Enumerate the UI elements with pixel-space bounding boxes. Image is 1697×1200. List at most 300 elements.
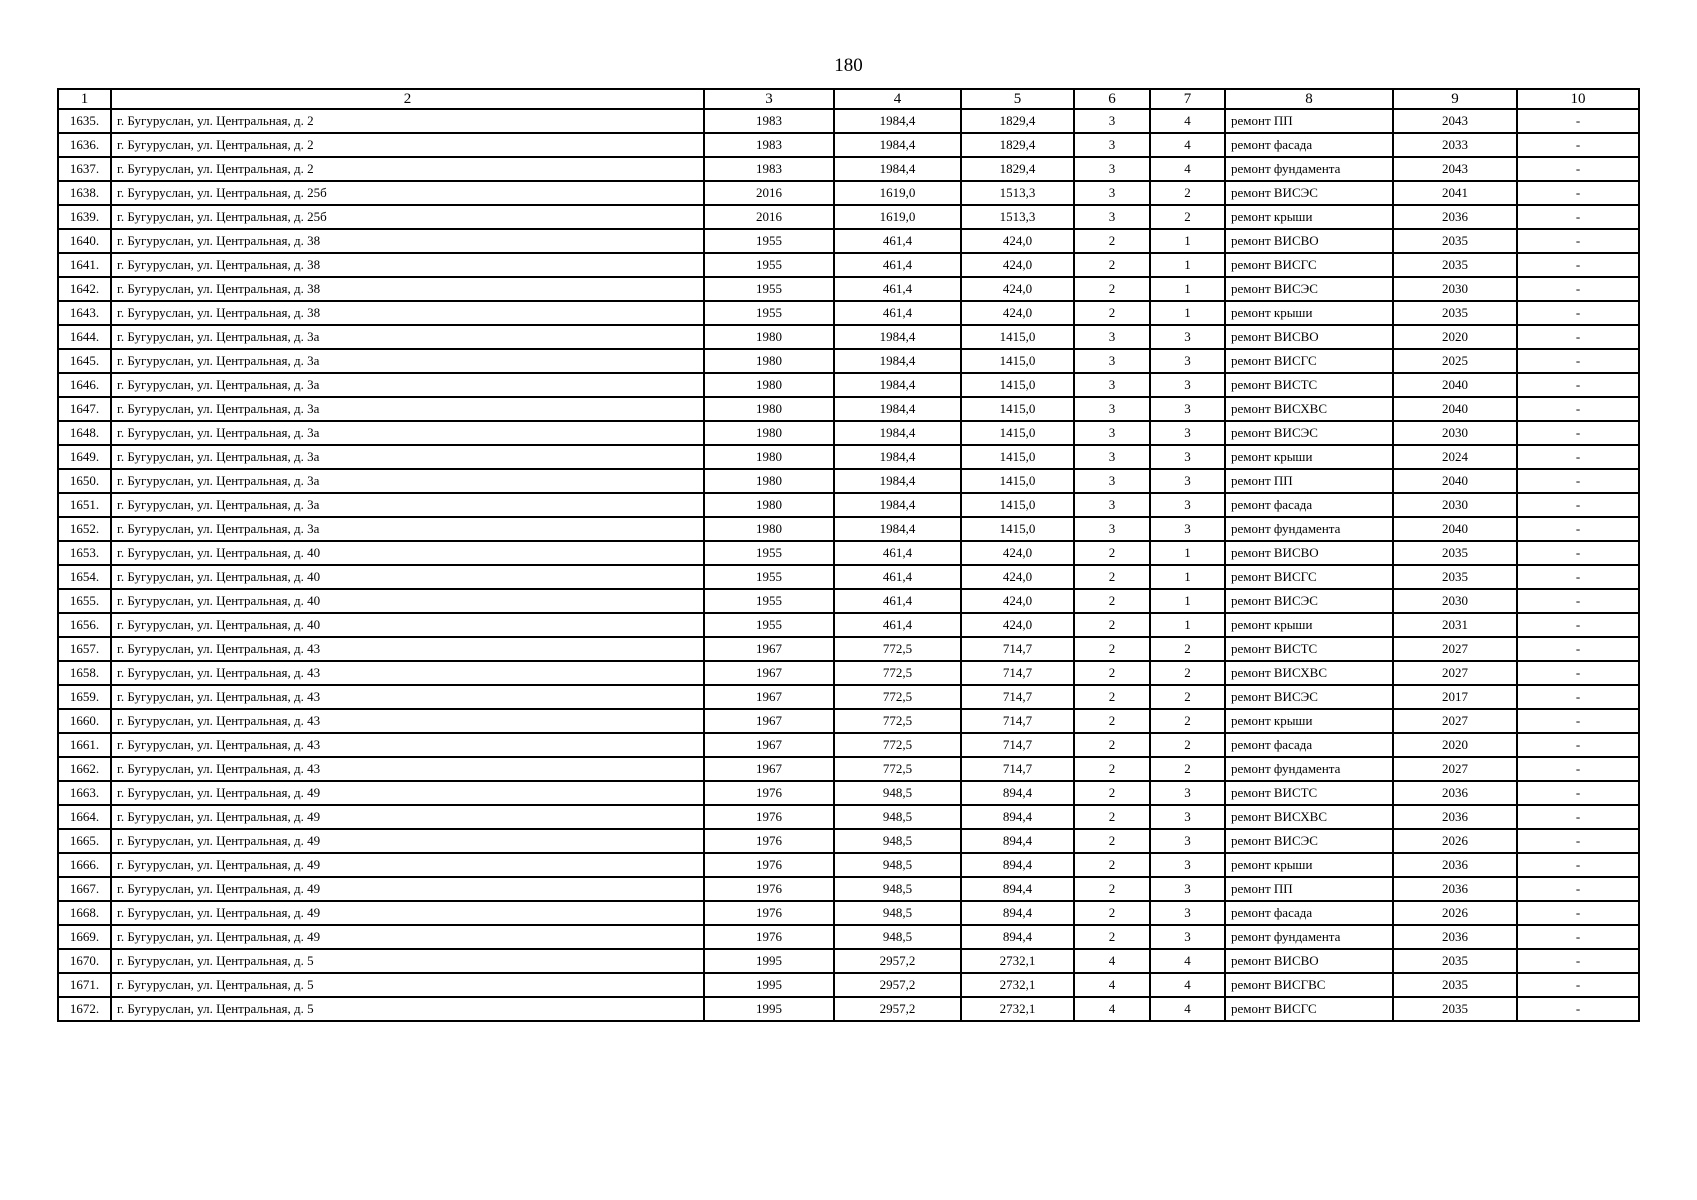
living-area-cell: 894,4 (961, 901, 1074, 925)
entrances-cell: 2 (1150, 733, 1225, 757)
year-cell: 1983 (704, 133, 834, 157)
table-row (58, 661, 1639, 685)
work-type-cell: ремонт крыши (1225, 613, 1393, 637)
table-row (58, 925, 1639, 949)
year-cell: 1976 (704, 901, 834, 925)
address-cell: г. Бугуруслан, ул. Центральная, д. 49 (111, 829, 704, 853)
total-area-cell: 1984,4 (834, 421, 961, 445)
work-type-cell: ремонт крыши (1225, 445, 1393, 469)
total-area-cell: 461,4 (834, 277, 961, 301)
row-number-cell: 1643. (58, 301, 111, 325)
year-cell: 1980 (704, 325, 834, 349)
entrances-cell: 4 (1150, 997, 1225, 1021)
table-row (58, 229, 1639, 253)
work-type-cell: ремонт ВИСВО (1225, 325, 1393, 349)
entrances-cell: 3 (1150, 877, 1225, 901)
address-cell: г. Бугуруслан, ул. Центральная, д. 49 (111, 925, 704, 949)
row-number-cell: 1649. (58, 445, 111, 469)
total-area-cell: 948,5 (834, 781, 961, 805)
table-row (58, 805, 1639, 829)
note-cell: - (1517, 973, 1639, 997)
work-type-cell: ремонт ВИСХВС (1225, 805, 1393, 829)
floors-cell: 3 (1074, 493, 1150, 517)
column-header: 6 (1074, 89, 1150, 109)
row-number-cell: 1646. (58, 373, 111, 397)
floors-cell: 4 (1074, 997, 1150, 1021)
entrances-cell: 3 (1150, 349, 1225, 373)
note-cell: - (1517, 469, 1639, 493)
living-area-cell: 1415,0 (961, 349, 1074, 373)
row-number-cell: 1656. (58, 613, 111, 637)
year-cell: 1980 (704, 445, 834, 469)
year-cell: 1955 (704, 565, 834, 589)
planned-year-cell: 2031 (1393, 613, 1517, 637)
planned-year-cell: 2020 (1393, 733, 1517, 757)
address-cell: г. Бугуруслан, ул. Центральная, д. 43 (111, 757, 704, 781)
work-type-cell: ремонт ВИСГВС (1225, 973, 1393, 997)
total-area-cell: 772,5 (834, 733, 961, 757)
floors-cell: 2 (1074, 637, 1150, 661)
note-cell: - (1517, 997, 1639, 1021)
planned-year-cell: 2036 (1393, 853, 1517, 877)
floors-cell: 3 (1074, 517, 1150, 541)
total-area-cell: 772,5 (834, 709, 961, 733)
address-cell: г. Бугуруслан, ул. Центральная, д. 49 (111, 805, 704, 829)
address-cell: г. Бугуруслан, ул. Центральная, д. 25б (111, 205, 704, 229)
floors-cell: 3 (1074, 349, 1150, 373)
note-cell: - (1517, 229, 1639, 253)
year-cell: 1980 (704, 517, 834, 541)
column-header: 4 (834, 89, 961, 109)
address-cell: г. Бугуруслан, ул. Центральная, д. 43 (111, 685, 704, 709)
row-number-cell: 1657. (58, 637, 111, 661)
note-cell: - (1517, 661, 1639, 685)
note-cell: - (1517, 757, 1639, 781)
entrances-cell: 3 (1150, 925, 1225, 949)
column-header: 5 (961, 89, 1074, 109)
entrances-cell: 2 (1150, 709, 1225, 733)
table-row (58, 637, 1639, 661)
planned-year-cell: 2035 (1393, 301, 1517, 325)
total-area-cell: 2957,2 (834, 973, 961, 997)
address-cell: г. Бугуруслан, ул. Центральная, д. 43 (111, 637, 704, 661)
work-type-cell: ремонт фундамента (1225, 157, 1393, 181)
living-area-cell: 714,7 (961, 709, 1074, 733)
floors-cell: 2 (1074, 805, 1150, 829)
planned-year-cell: 2030 (1393, 277, 1517, 301)
year-cell: 1995 (704, 949, 834, 973)
total-area-cell: 1984,4 (834, 109, 961, 133)
work-type-cell: ремонт ВИСВО (1225, 949, 1393, 973)
total-area-cell: 772,5 (834, 685, 961, 709)
floors-cell: 2 (1074, 589, 1150, 613)
work-type-cell: ремонт ВИСЭС (1225, 589, 1393, 613)
note-cell: - (1517, 205, 1639, 229)
work-type-cell: ремонт ВИСГС (1225, 253, 1393, 277)
living-area-cell: 714,7 (961, 733, 1074, 757)
planned-year-cell: 2035 (1393, 973, 1517, 997)
total-area-cell: 772,5 (834, 757, 961, 781)
note-cell: - (1517, 397, 1639, 421)
address-cell: г. Бугуруслан, ул. Центральная, д. 2 (111, 133, 704, 157)
planned-year-cell: 2035 (1393, 565, 1517, 589)
living-area-cell: 424,0 (961, 229, 1074, 253)
living-area-cell: 1415,0 (961, 373, 1074, 397)
planned-year-cell: 2026 (1393, 901, 1517, 925)
table-row (58, 541, 1639, 565)
total-area-cell: 461,4 (834, 589, 961, 613)
entrances-cell: 1 (1150, 253, 1225, 277)
total-area-cell: 1984,4 (834, 373, 961, 397)
work-type-cell: ремонт крыши (1225, 205, 1393, 229)
year-cell: 1955 (704, 589, 834, 613)
living-area-cell: 2732,1 (961, 997, 1074, 1021)
entrances-cell: 1 (1150, 229, 1225, 253)
year-cell: 1955 (704, 277, 834, 301)
planned-year-cell: 2036 (1393, 925, 1517, 949)
planned-year-cell: 2036 (1393, 781, 1517, 805)
floors-cell: 3 (1074, 445, 1150, 469)
row-number-cell: 1652. (58, 517, 111, 541)
year-cell: 1976 (704, 805, 834, 829)
note-cell: - (1517, 133, 1639, 157)
entrances-cell: 4 (1150, 157, 1225, 181)
address-cell: г. Бугуруслан, ул. Центральная, д. 49 (111, 877, 704, 901)
table-header-row (58, 89, 1639, 109)
address-cell: г. Бугуруслан, ул. Центральная, д. 5 (111, 949, 704, 973)
address-cell: г. Бугуруслан, ул. Центральная, д. 43 (111, 733, 704, 757)
total-area-cell: 461,4 (834, 301, 961, 325)
total-area-cell: 948,5 (834, 877, 961, 901)
row-number-cell: 1653. (58, 541, 111, 565)
total-area-cell: 948,5 (834, 805, 961, 829)
work-type-cell: ремонт ВИСХВС (1225, 661, 1393, 685)
row-number-cell: 1671. (58, 973, 111, 997)
row-number-cell: 1655. (58, 589, 111, 613)
address-cell: г. Бугуруслан, ул. Центральная, д. 3а (111, 397, 704, 421)
planned-year-cell: 2025 (1393, 349, 1517, 373)
address-cell: г. Бугуруслан, ул. Центральная, д. 38 (111, 229, 704, 253)
living-area-cell: 1829,4 (961, 109, 1074, 133)
column-header: 3 (704, 89, 834, 109)
table-body (58, 109, 1639, 1021)
entrances-cell: 1 (1150, 565, 1225, 589)
total-area-cell: 461,4 (834, 229, 961, 253)
entrances-cell: 2 (1150, 685, 1225, 709)
work-type-cell: ремонт фасада (1225, 133, 1393, 157)
address-cell: г. Бугуруслан, ул. Центральная, д. 49 (111, 901, 704, 925)
floors-cell: 3 (1074, 109, 1150, 133)
note-cell: - (1517, 733, 1639, 757)
total-area-cell: 772,5 (834, 661, 961, 685)
entrances-cell: 2 (1150, 661, 1225, 685)
planned-year-cell: 2040 (1393, 373, 1517, 397)
table-row (58, 709, 1639, 733)
living-area-cell: 894,4 (961, 781, 1074, 805)
year-cell: 1976 (704, 877, 834, 901)
living-area-cell: 1415,0 (961, 493, 1074, 517)
planned-year-cell: 2041 (1393, 181, 1517, 205)
planned-year-cell: 2024 (1393, 445, 1517, 469)
floors-cell: 4 (1074, 949, 1150, 973)
row-number-cell: 1659. (58, 685, 111, 709)
note-cell: - (1517, 517, 1639, 541)
table-row (58, 613, 1639, 637)
total-area-cell: 1984,4 (834, 133, 961, 157)
address-cell: г. Бугуруслан, ул. Центральная, д. 2 (111, 109, 704, 133)
year-cell: 1955 (704, 541, 834, 565)
planned-year-cell: 2035 (1393, 541, 1517, 565)
year-cell: 1967 (704, 685, 834, 709)
row-number-cell: 1662. (58, 757, 111, 781)
year-cell: 1976 (704, 853, 834, 877)
address-cell: г. Бугуруслан, ул. Центральная, д. 43 (111, 709, 704, 733)
note-cell: - (1517, 373, 1639, 397)
year-cell: 1955 (704, 613, 834, 637)
entrances-cell: 1 (1150, 589, 1225, 613)
note-cell: - (1517, 109, 1639, 133)
table-row (58, 181, 1639, 205)
floors-cell: 2 (1074, 685, 1150, 709)
living-area-cell: 714,7 (961, 637, 1074, 661)
address-cell: г. Бугуруслан, ул. Центральная, д. 49 (111, 781, 704, 805)
table-row (58, 949, 1639, 973)
row-number-cell: 1670. (58, 949, 111, 973)
entrances-cell: 2 (1150, 637, 1225, 661)
planned-year-cell: 2026 (1393, 829, 1517, 853)
floors-cell: 2 (1074, 301, 1150, 325)
planned-year-cell: 2040 (1393, 469, 1517, 493)
row-number-cell: 1666. (58, 853, 111, 877)
row-number-cell: 1664. (58, 805, 111, 829)
floors-cell: 3 (1074, 133, 1150, 157)
living-area-cell: 1415,0 (961, 325, 1074, 349)
planned-year-cell: 2030 (1393, 493, 1517, 517)
entrances-cell: 2 (1150, 757, 1225, 781)
note-cell: - (1517, 877, 1639, 901)
row-number-cell: 1660. (58, 709, 111, 733)
planned-year-cell: 2027 (1393, 637, 1517, 661)
planned-year-cell: 2040 (1393, 517, 1517, 541)
note-cell: - (1517, 781, 1639, 805)
table-row (58, 901, 1639, 925)
floors-cell: 3 (1074, 205, 1150, 229)
year-cell: 1980 (704, 421, 834, 445)
work-type-cell: ремонт ВИСТС (1225, 637, 1393, 661)
living-area-cell: 1415,0 (961, 517, 1074, 541)
column-header: 1 (58, 89, 111, 109)
planned-year-cell: 2043 (1393, 109, 1517, 133)
note-cell: - (1517, 853, 1639, 877)
row-number-cell: 1661. (58, 733, 111, 757)
entrances-cell: 3 (1150, 469, 1225, 493)
year-cell: 1980 (704, 469, 834, 493)
planned-year-cell: 2027 (1393, 661, 1517, 685)
floors-cell: 2 (1074, 757, 1150, 781)
floors-cell: 2 (1074, 565, 1150, 589)
entrances-cell: 3 (1150, 853, 1225, 877)
living-area-cell: 1513,3 (961, 181, 1074, 205)
entrances-cell: 4 (1150, 133, 1225, 157)
floors-cell: 2 (1074, 613, 1150, 637)
work-type-cell: ремонт фундамента (1225, 517, 1393, 541)
year-cell: 1980 (704, 373, 834, 397)
row-number-cell: 1651. (58, 493, 111, 517)
row-number-cell: 1641. (58, 253, 111, 277)
address-cell: г. Бугуруслан, ул. Центральная, д. 2 (111, 157, 704, 181)
row-number-cell: 1658. (58, 661, 111, 685)
note-cell: - (1517, 157, 1639, 181)
address-cell: г. Бугуруслан, ул. Центральная, д. 40 (111, 589, 704, 613)
address-cell: г. Бугуруслан, ул. Центральная, д. 40 (111, 541, 704, 565)
table-row (58, 493, 1639, 517)
year-cell: 1976 (704, 829, 834, 853)
living-area-cell: 714,7 (961, 757, 1074, 781)
table-row (58, 589, 1639, 613)
total-area-cell: 461,4 (834, 541, 961, 565)
living-area-cell: 424,0 (961, 541, 1074, 565)
total-area-cell: 2957,2 (834, 997, 961, 1021)
row-number-cell: 1665. (58, 829, 111, 853)
total-area-cell: 1984,4 (834, 349, 961, 373)
living-area-cell: 424,0 (961, 301, 1074, 325)
row-number-cell: 1668. (58, 901, 111, 925)
floors-cell: 2 (1074, 925, 1150, 949)
table-row (58, 685, 1639, 709)
total-area-cell: 2957,2 (834, 949, 961, 973)
planned-year-cell: 2017 (1393, 685, 1517, 709)
work-type-cell: ремонт фундамента (1225, 757, 1393, 781)
floors-cell: 2 (1074, 709, 1150, 733)
note-cell: - (1517, 541, 1639, 565)
entrances-cell: 2 (1150, 181, 1225, 205)
work-type-cell: ремонт ВИСВО (1225, 229, 1393, 253)
entrances-cell: 3 (1150, 493, 1225, 517)
living-area-cell: 1415,0 (961, 445, 1074, 469)
address-cell: г. Бугуруслан, ул. Центральная, д. 3а (111, 421, 704, 445)
table-row (58, 733, 1639, 757)
register-table (57, 88, 1640, 1022)
table-row (58, 397, 1639, 421)
work-type-cell: ремонт ПП (1225, 469, 1393, 493)
year-cell: 1983 (704, 157, 834, 181)
address-cell: г. Бугуруслан, ул. Центральная, д. 40 (111, 565, 704, 589)
work-type-cell: ремонт ПП (1225, 109, 1393, 133)
address-cell: г. Бугуруслан, ул. Центральная, д. 38 (111, 277, 704, 301)
entrances-cell: 1 (1150, 301, 1225, 325)
living-area-cell: 1415,0 (961, 469, 1074, 493)
column-header: 10 (1517, 89, 1639, 109)
note-cell: - (1517, 565, 1639, 589)
table-row (58, 157, 1639, 181)
address-cell: г. Бугуруслан, ул. Центральная, д. 3а (111, 349, 704, 373)
table-row (58, 421, 1639, 445)
note-cell: - (1517, 949, 1639, 973)
note-cell: - (1517, 349, 1639, 373)
living-area-cell: 424,0 (961, 565, 1074, 589)
planned-year-cell: 2030 (1393, 421, 1517, 445)
note-cell: - (1517, 901, 1639, 925)
work-type-cell: ремонт ВИСЭС (1225, 829, 1393, 853)
year-cell: 1955 (704, 229, 834, 253)
row-number-cell: 1644. (58, 325, 111, 349)
total-area-cell: 1984,4 (834, 469, 961, 493)
year-cell: 1976 (704, 925, 834, 949)
floors-cell: 3 (1074, 397, 1150, 421)
planned-year-cell: 2033 (1393, 133, 1517, 157)
address-cell: г. Бугуруслан, ул. Центральная, д. 25б (111, 181, 704, 205)
note-cell: - (1517, 277, 1639, 301)
living-area-cell: 1415,0 (961, 421, 1074, 445)
work-type-cell: ремонт фасада (1225, 733, 1393, 757)
work-type-cell: ремонт ВИСХВС (1225, 397, 1393, 421)
address-cell: г. Бугуруслан, ул. Центральная, д. 3а (111, 445, 704, 469)
floors-cell: 2 (1074, 661, 1150, 685)
table-row (58, 829, 1639, 853)
year-cell: 1976 (704, 781, 834, 805)
entrances-cell: 4 (1150, 949, 1225, 973)
living-area-cell: 424,0 (961, 613, 1074, 637)
address-cell: г. Бугуруслан, ул. Центральная, д. 3а (111, 469, 704, 493)
work-type-cell: ремонт ВИСВО (1225, 541, 1393, 565)
table-row (58, 877, 1639, 901)
work-type-cell: ремонт крыши (1225, 301, 1393, 325)
note-cell: - (1517, 925, 1639, 949)
planned-year-cell: 2035 (1393, 997, 1517, 1021)
year-cell: 2016 (704, 205, 834, 229)
living-area-cell: 1415,0 (961, 397, 1074, 421)
total-area-cell: 1619,0 (834, 205, 961, 229)
table-row (58, 253, 1639, 277)
row-number-cell: 1663. (58, 781, 111, 805)
work-type-cell: ремонт ПП (1225, 877, 1393, 901)
floors-cell: 3 (1074, 421, 1150, 445)
entrances-cell: 4 (1150, 973, 1225, 997)
table-row (58, 373, 1639, 397)
year-cell: 1980 (704, 349, 834, 373)
column-header: 7 (1150, 89, 1225, 109)
work-type-cell: ремонт ВИСЭС (1225, 181, 1393, 205)
table-row (58, 445, 1639, 469)
floors-cell: 2 (1074, 853, 1150, 877)
table-row (58, 853, 1639, 877)
work-type-cell: ремонт ВИСТС (1225, 373, 1393, 397)
year-cell: 1955 (704, 253, 834, 277)
work-type-cell: ремонт ВИСГС (1225, 565, 1393, 589)
planned-year-cell: 2040 (1393, 397, 1517, 421)
year-cell: 1967 (704, 661, 834, 685)
column-header: 9 (1393, 89, 1517, 109)
total-area-cell: 772,5 (834, 637, 961, 661)
living-area-cell: 894,4 (961, 829, 1074, 853)
year-cell: 1955 (704, 301, 834, 325)
note-cell: - (1517, 493, 1639, 517)
table-row (58, 997, 1639, 1021)
planned-year-cell: 2020 (1393, 325, 1517, 349)
table-row (58, 517, 1639, 541)
table-row (58, 757, 1639, 781)
planned-year-cell: 2036 (1393, 205, 1517, 229)
floors-cell: 3 (1074, 157, 1150, 181)
planned-year-cell: 2035 (1393, 949, 1517, 973)
total-area-cell: 948,5 (834, 829, 961, 853)
entrances-cell: 3 (1150, 781, 1225, 805)
work-type-cell: ремонт ВИСГС (1225, 997, 1393, 1021)
work-type-cell: ремонт ВИСЭС (1225, 685, 1393, 709)
total-area-cell: 461,4 (834, 253, 961, 277)
note-cell: - (1517, 829, 1639, 853)
living-area-cell: 714,7 (961, 661, 1074, 685)
